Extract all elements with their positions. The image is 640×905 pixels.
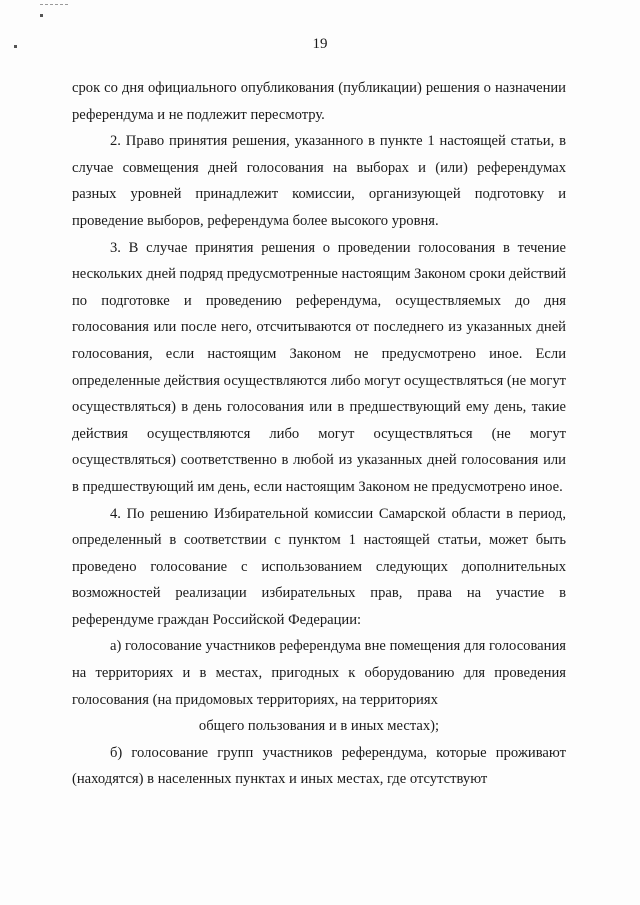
paragraph-continued: срок со дня официального опубликования (публикации) решения о назначении референдума и не подлежит пересмотру. xyxy=(72,80,566,123)
scan-artifact-dot xyxy=(40,14,43,17)
paragraph-3: 3. В случае принятия решения о проведении голосования в течение нескольких дней подряд предусмотренные настоящим Законом сроки действий по подготовке и проведению референдума, осуществляемых до дня голосования или после него, отсчитываются от последнего из указанных дней голосования, если настоящим Законом не предусмотрено иное. Если определенные действия осуществляются либо могут осуществляться (не могут осуществляться) в день голосования или в предшествующий ему день, такие действия осуществляются либо могут осуществляться (не могут осуществляться) соответственно в любой из указанных дней голосования или в предшествующий им день, если настоящим Законом не предусмотрено иное. xyxy=(72,239,566,495)
scan-artifact-dashes xyxy=(40,4,68,6)
subitem-a-last-line: общего пользования и в иных местах); xyxy=(198,718,440,735)
paragraph-2: 2. Право принятия решения, указанного в пункте 1 настоящей статьи, в случае совмещения дней голосования на выборах и (или) референдумах разных уровней принадлежит комиссии, организующей подготовку и проведение выборов, референдума более высокого уровня. xyxy=(72,133,566,229)
subitem-a-text: а) голосование участников референдума вне помещения для голосования на территориях и в местах, пригодных к оборудованию для проведения голосования (на придомовых территориях, на территориях xyxy=(72,638,566,708)
document-body xyxy=(72,75,566,793)
paragraph-4: 4. По решению Избирательной комиссии Самарской области в период, определенный в соответствии с пунктом 1 настоящей статьи, может быть проведено голосование с использованием следующих дополнительных возможностей реализации избирательных прав, права на участие в референдуме граждан Российской Федерации: xyxy=(72,505,566,628)
subitem-a xyxy=(72,633,566,739)
page-number: 19 xyxy=(312,36,328,52)
subitem-b: б) голосование групп участников референдума, которые проживают (находятся) в населенных пунктах и иных местах, где отсутствуют xyxy=(72,744,566,788)
